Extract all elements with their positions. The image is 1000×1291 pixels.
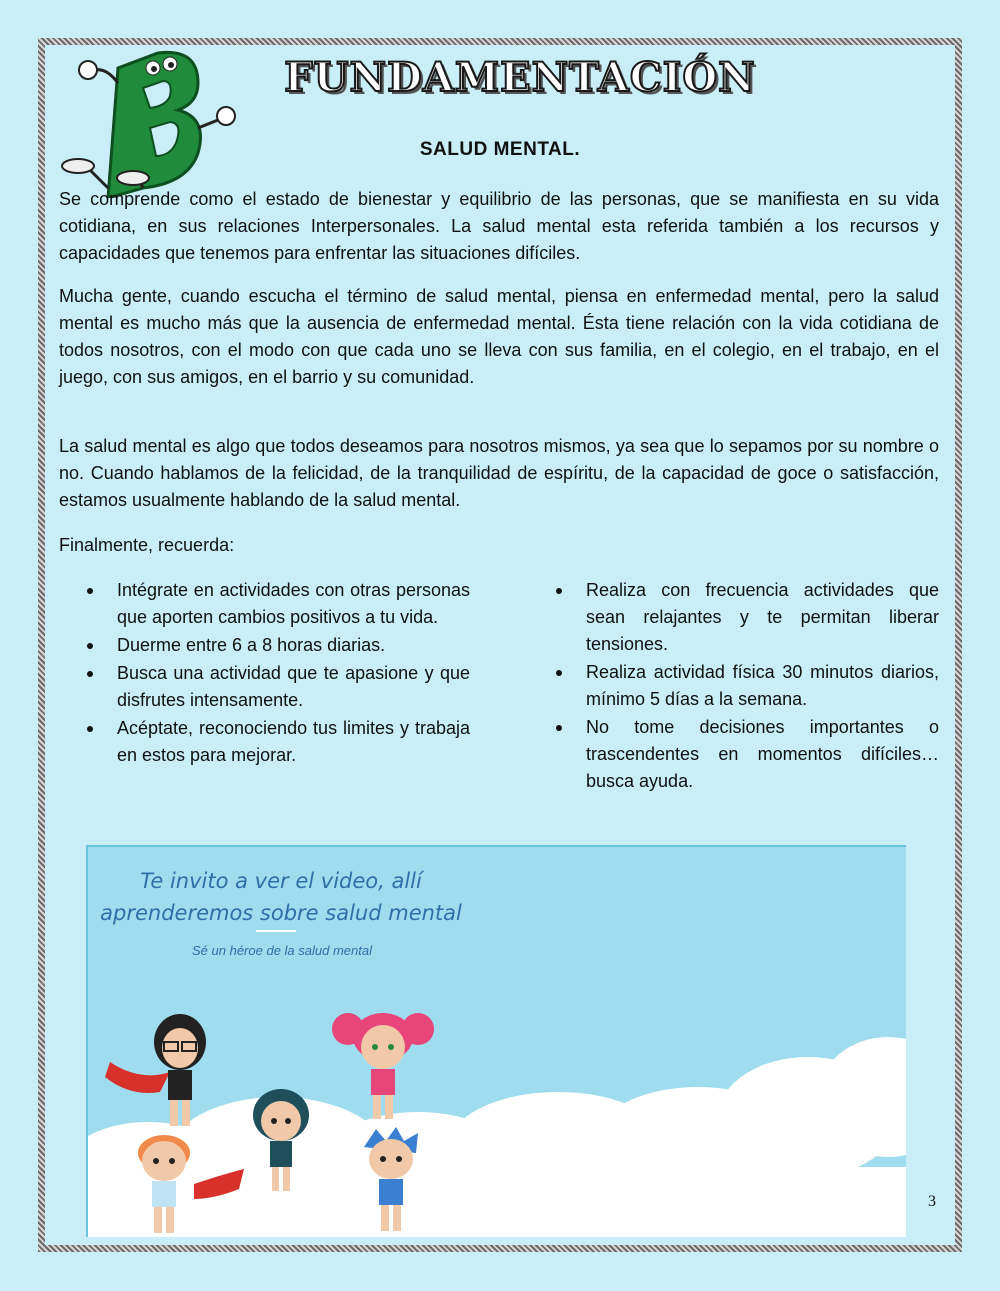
bullet-icon	[87, 643, 93, 649]
page-number: 3	[928, 1193, 936, 1210]
paragraph-3: La salud mental es algo que todos deseamos para nosotros mismos, ya sea que lo sepamos por su nombre o no. Cuando hablamos de la felicidad, de la tranquilidad de espíritu, de la capacidad de goce o satisfacción, estamos usualmente hablando de la salud mental.	[59, 436, 939, 510]
hero-boy-blue-hair-icon	[356, 1127, 426, 1237]
hero-girl-pink-hair-icon	[328, 1007, 438, 1127]
list-item: Realiza con frecuencia actividades que sean relajantes y te permitan liberar tensiones.	[528, 577, 939, 658]
bullet-icon	[87, 588, 93, 594]
bullet-icon	[556, 588, 562, 594]
hero-girl-glasses-icon	[100, 1012, 220, 1132]
bullet-icon	[556, 670, 562, 676]
list-item: Intégrate en actividades con otras personas que aporten cambios positivos a tu vida.	[59, 577, 470, 631]
list-item: Duerme entre 6 a 8 horas diarias.	[59, 632, 470, 659]
paragraph-1: Se comprende como el estado de bienestar y equilibrio de las personas, que se manifiesta en su vida cotidiana, en sus relaciones Interpersonales. La salud mental esta referida también a los recursos y capacidades que tenemos para enfrentar las situaciones difíciles.	[59, 189, 939, 263]
page-title: FUNDAMENTACIÓN	[284, 54, 756, 101]
section-subtitle: SALUD MENTAL.	[419, 139, 581, 160]
video-thumbnail[interactable]	[86, 845, 906, 1237]
list-item: Busca una actividad que te apasione y que disfrutes intensamente.	[59, 660, 470, 714]
list-item: No tome decisiones importantes o trascendentes en momentos difíciles… busca ayuda.	[528, 714, 939, 795]
bullet-icon	[87, 726, 93, 732]
hero-boy-orange-hair-icon	[124, 1129, 244, 1237]
tips-left-list	[59, 577, 470, 770]
paragraph-4: Finalmente, recuerda:	[59, 535, 235, 555]
bullet-icon	[87, 671, 93, 677]
list-item: Realiza actividad física 30 minutos diarios, mínimo 5 días a la semana.	[528, 659, 939, 713]
tips-right-list	[528, 577, 939, 796]
video-title: Te invito a ver el video, allí aprenderemos sobre salud mental	[100, 869, 462, 925]
bullet-icon	[556, 725, 562, 731]
paragraph-2: Mucha gente, cuando escucha el término de salud mental, piensa en enfermedad mental, pero la salud mental es mucho más que la ausencia de enfermedad mental. Ésta tiene relación con la vida cotidiana de todos nosotros, con el modo con que cada uno se lleva con sus familia, en el colegio, en el trabajo, en el juego, con sus amigos, en el barrio y su comunidad.	[59, 286, 939, 387]
video-subtitle: Sé un héroe de la salud mental	[192, 943, 372, 958]
hero-girl-teal-hair-icon	[246, 1089, 316, 1199]
letter-b-mascot-icon	[48, 48, 238, 198]
list-item: Acéptate, reconociendo tus limites y trabaja en estos para mejorar.	[59, 715, 470, 769]
